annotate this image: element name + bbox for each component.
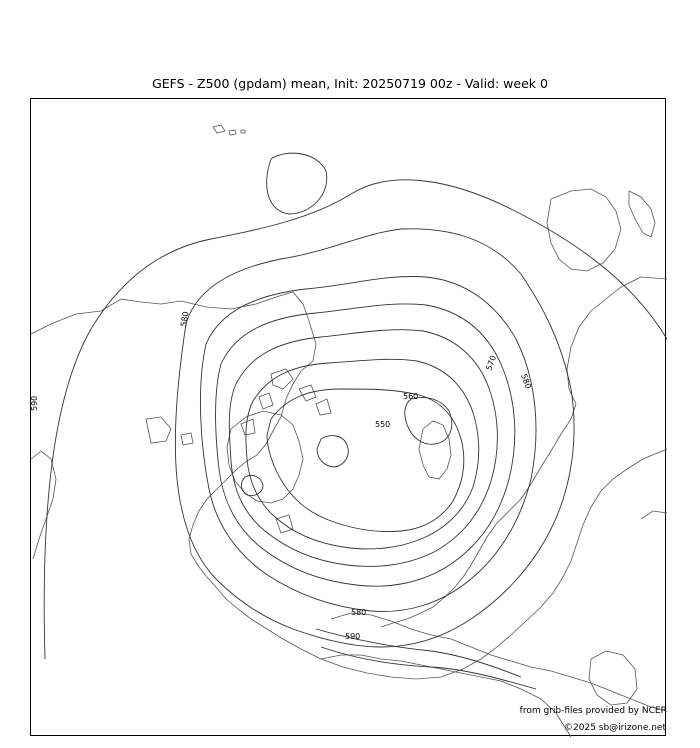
coastline-hudson <box>146 417 193 445</box>
contour-label-550-center: 550 <box>375 420 391 429</box>
contour-low-1 <box>405 398 452 445</box>
contour-580 <box>175 229 574 647</box>
contour-label-580-right: 580 <box>519 372 533 391</box>
contour-590-med <box>321 647 536 689</box>
contour-550 <box>267 389 464 532</box>
coastline-india <box>641 511 667 519</box>
map-title: GEFS - Z500 (gpdam) mean, Init: 20250719 00z - Valid: week 0 <box>152 76 548 91</box>
data-source-credit: from grib-files provided by NCEP <box>519 706 666 716</box>
contour-560 <box>229 330 497 567</box>
map-canvas <box>31 99 667 737</box>
coastline-eurasia <box>381 277 667 627</box>
coastline-north-america <box>31 292 667 679</box>
coastline-arabia <box>589 651 637 705</box>
coastlines <box>31 125 667 737</box>
coastline-japan <box>629 191 655 237</box>
coastline-east-asia <box>547 189 621 271</box>
copyright-credit: ©2025 sb@irizone.net <box>564 723 666 733</box>
contour-pacific-lobe <box>267 153 327 214</box>
coastline-aleutians <box>213 125 245 135</box>
contour-label-590-left: 590 <box>30 395 39 411</box>
contour-low-3 <box>241 475 263 495</box>
coastline-scandinavia <box>419 421 451 479</box>
contour-low-2 <box>317 436 348 467</box>
contour-570 <box>200 276 536 611</box>
contour-label-580-left: 580 <box>179 310 191 328</box>
contour-label-590-bottom: 590 <box>345 632 361 641</box>
map-frame <box>30 98 666 736</box>
contour-label-580-bottom: 580 <box>351 608 367 617</box>
contour-label-560-center: 560 <box>403 392 419 401</box>
contour-label-570-right: 570 <box>484 354 499 372</box>
coastline-south-america <box>31 451 56 559</box>
contour-565 <box>216 304 515 586</box>
contour-labels <box>30 311 533 641</box>
coastline-greenland <box>227 411 303 503</box>
